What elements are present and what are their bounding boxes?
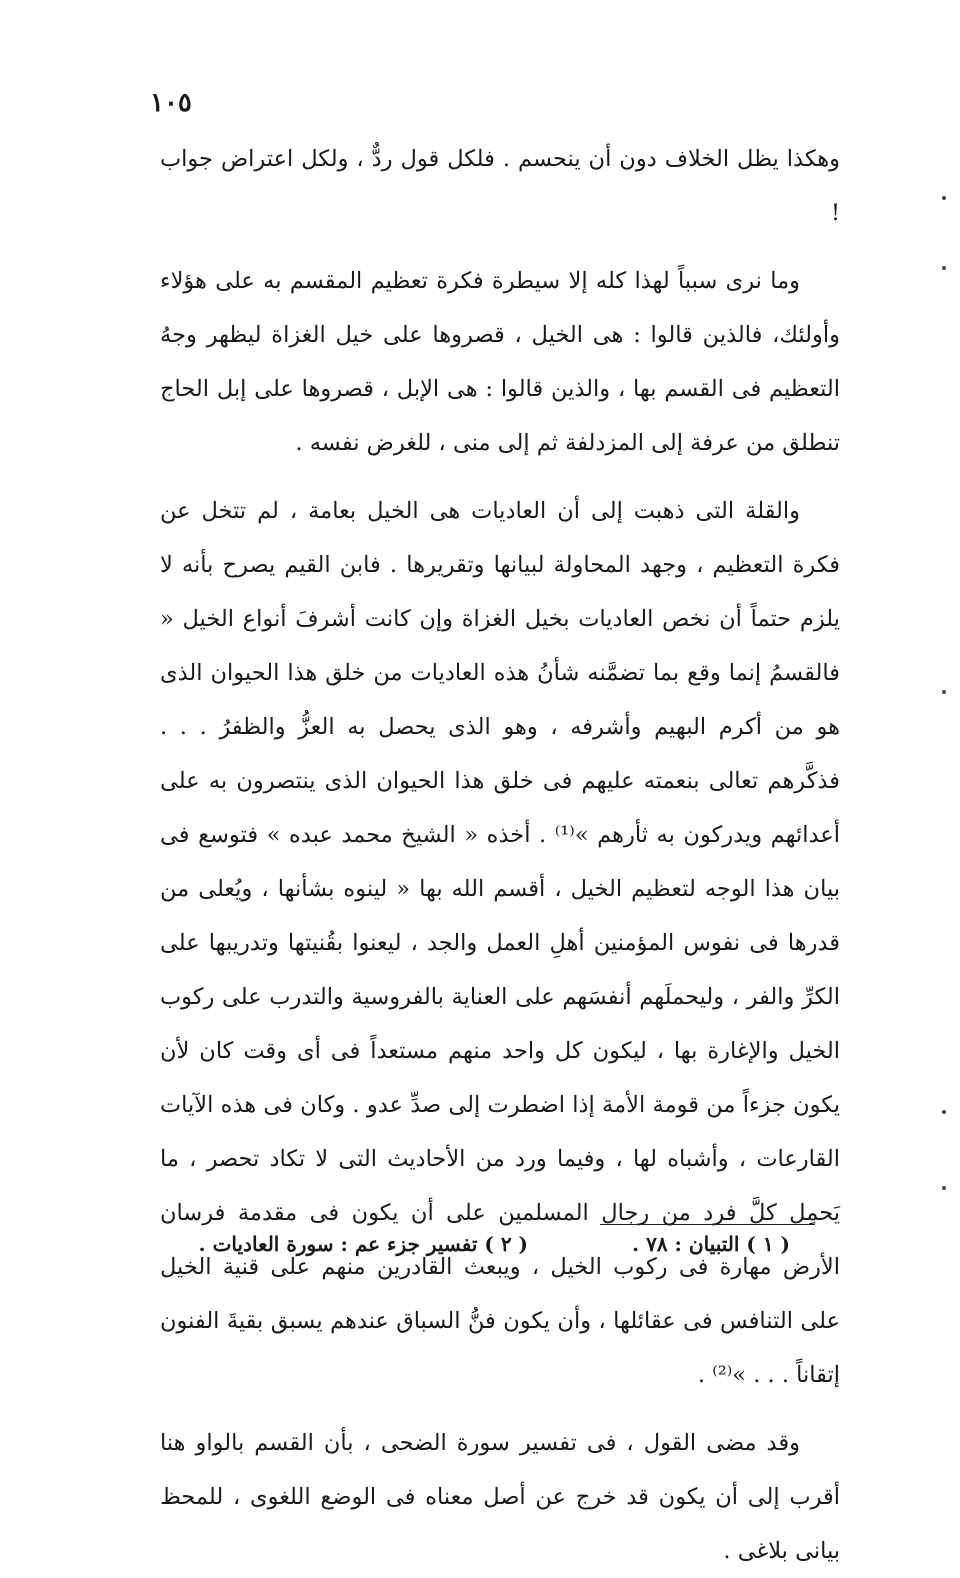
paragraph-1: وهكذا يظل الخلاف دون أن ينحسم . فلكل قول ردٌّ ، ولكل اعتراض جواب ! xyxy=(160,146,840,226)
margin-mark xyxy=(942,690,946,694)
margin-mark xyxy=(942,1110,946,1114)
paragraph-4: وقد مضى القول ، فى تفسير سورة الضحى ، بأن القسم بالواو هنا أقرب إلى أن يكون قد خرج عن أصل معناه فى الوضع اللغوى ، للمحظ بيانى بلاغى . xyxy=(160,1430,841,1564)
paragraph-2: وما نرى سبباً لهذا كله إلا سيطرة فكرة تعظيم المقسم به على هؤلاء وأولئك، فالذين قالوا : هى الخيل ، قصروها على خيل الغزاة ليظهر وجهُ التعظيم فى القسم بها ، والذين قالوا : هى الإبل ، قصروها على إبل الحاج تنطلق من عرفة إلى المزدلفة ثم إلى منى ، للغرض نفسه . xyxy=(160,268,840,456)
footnotes xyxy=(160,1232,790,1272)
margin-mark xyxy=(942,1186,946,1190)
paragraph-3: والقلة التى ذهبت إلى أن العاديات هى الخيل بعامة ، لم تتخل عن فكرة التعظيم ، وجهد المحاولة لبيانها وتقريرها . فابن القيم يصرح بأنه لا يلزم حتماً أن نخص العاديات بخيل الغزاة وإن كانت أشرفَ أنواع الخيل « فالقسمُ إنما وقع بما تضمَّنه شأنُ هذه العاديات من خلق هذا الحيوان الذى هو من أكرم البهيم وأشرفه ، وهو الذى يحصل به العزُّ والظفرُ . . . فذكَّرهم تعالى بنعمته عليهم فى خلق هذا الحيوان الذى ينتصرون به على أعدائهم ويدركون به ثأرهم »⁽¹⁾ . أخذه « الشيخ محمد عبده » فتوسع فى بيان هذا الوجه لتعظيم الخيل ، أقسم الله بها « لينوه بشأنها ، ويُعلى من قدرها فى نفوس المؤمنين أهلِ العمل والجد ، ليعنوا بقُنيتها وتدريبها على الكرِّ والفر ، وليحملَهم أنفسَهم على العناية بالفروسية والتدرب على ركوب الخيل والإغارة بها ، ليكون كل واحد منهم مستعداً فى أى وقت كان لأن يكون جزءاً من قومة الأمة إذا اضطرت إلى صدِّ عدو . وكان فى هذه الآيات القارعات ، وأشباه لها ، وفيما ورد من الأحاديث التى لا تكاد تحصر ، ما يَحمِل كلَّ فرد من رجال المسلمين على أن يكون فى مقدمة فرسان الأرض مهارة فى ركوب الخيل ، ويبعث القادرين منهم على قنية الخيل على التنافس فى عقائلها ، وأن يكون فنُّ السباق عندهم يسبق بقيةَ الفنون إتقاناً . . . »⁽²⁾ . xyxy=(160,498,841,1388)
footnote-2: ( ٢ ) تفسير جزء عم : سورة العاديات . xyxy=(198,1232,528,1256)
margin-mark xyxy=(942,266,946,270)
margin-mark xyxy=(942,196,946,200)
footnote-1: ( ١ ) التبيان : ٧٨ . xyxy=(632,1232,790,1256)
footnote-divider xyxy=(600,1224,815,1225)
main-text xyxy=(160,132,840,1578)
page-number: ١٠٥ xyxy=(150,88,192,118)
